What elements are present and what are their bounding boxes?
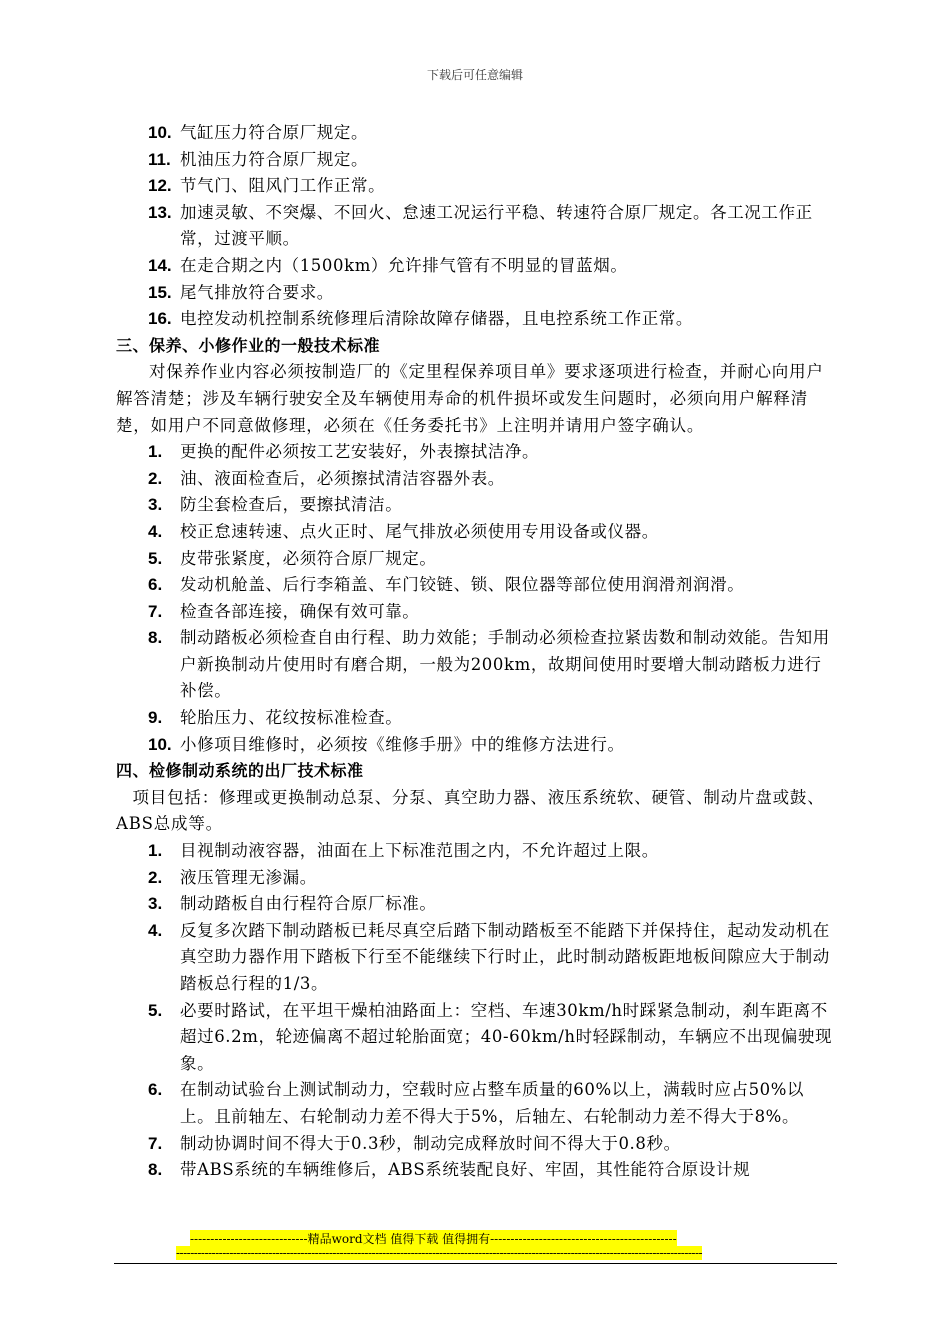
list-item-text: 尾气排放符合要求。	[180, 282, 334, 302]
section-4-intro: 项目包括：修理或更换制动总泵、分泵、真空助力器、液压系统软、硬管、制动片盘或鼓、ABS总成等。	[116, 787, 825, 834]
list-item	[116, 918, 838, 998]
list-item-text: 液压管理无渗漏。	[180, 867, 317, 887]
list-item	[116, 439, 838, 466]
list-item-text: 带ABS系统的车辆维修后，ABS系统装配良好、牢固，其性能符合原设计规	[180, 1160, 751, 1180]
list-item-text: 发动机舱盖、后行李箱盖、车门铰链、锁、限位器等部位使用润滑剂润滑。	[180, 575, 745, 595]
list-item-text: 节气门、阻风门工作正常。	[180, 176, 386, 196]
list-item	[116, 173, 838, 200]
list-item-text: 更换的配件必须按工艺安装好，外表擦拭洁净。	[180, 442, 540, 462]
list-brake-standards	[116, 838, 838, 1184]
list-item	[116, 200, 838, 253]
list-item-text: 必要时路试，在平坦干燥柏油路面上：空档、车速30km/h时踩紧急制动，刹车距离不超过6.2m，轮迹偏离不超过轮胎面宽；40-60km/h时轻踩制动，车辆应不出现偏驶现象。	[180, 1000, 833, 1073]
list-item-number: 2.	[148, 468, 163, 488]
list-item-number: 7.	[148, 1133, 163, 1153]
list-item-text: 气缸压力符合原厂规定。	[180, 123, 369, 142]
list-item-text: 校正怠速转速、点火正时、尾气排放必须使用专用设备或仪器。	[180, 521, 659, 541]
list-engine-standards	[116, 120, 838, 333]
list-item-number: 5.	[148, 1000, 163, 1020]
list-item-number: 1.	[148, 841, 163, 861]
list-item-text: 检查各部连接，确保有效可靠。	[180, 601, 420, 621]
list-item	[116, 891, 838, 918]
list-item-number: 4.	[148, 521, 163, 541]
list-item-number: 11.	[148, 149, 171, 169]
list-item-text: 机油压力符合原厂规定。	[180, 149, 369, 169]
list-item	[116, 865, 838, 892]
page-header-note: 下载后可任意编辑	[426, 68, 523, 82]
list-item	[116, 838, 838, 865]
list-item-number: 12.	[148, 176, 172, 196]
list-item-text: 制动协调时间不得大于0.3秒，制动完成释放时间不得大于0.8秒。	[180, 1133, 681, 1153]
list-item-number: 9.	[148, 708, 163, 728]
list-item-text: 在走合期之内（1500km）允许排气管有不明显的冒蓝烟。	[180, 255, 628, 275]
list-item	[116, 253, 838, 280]
list-item	[116, 998, 838, 1078]
list-item-text: 小修项目维修时，必须按《维修手册》中的维修方法进行。	[180, 734, 625, 754]
list-item-number: 8.	[148, 1160, 163, 1180]
list-item-number: 4.	[148, 920, 163, 940]
list-item-text: 反复多次踏下制动踏板已耗尽真空后踏下制动踏板至不能踏下并保持住，起动发动机在真空助力器作用下踏板下行至不能继续下行时止，此时制动踏板距地板间隙应大于制动踏板总行程的1/3。	[180, 920, 830, 993]
list-item-number: 6.	[148, 575, 163, 595]
list-item	[116, 732, 838, 759]
list-item-text: 制动踏板自由行程符合原厂标准。	[180, 894, 437, 914]
list-item-text: 油、液面检查后，必须擦拭清洁容器外表。	[180, 468, 505, 488]
list-item-text: 轮胎压力、花纹按标准检查。	[180, 708, 403, 728]
list-item-number: 10.	[148, 734, 172, 754]
footer-banner-line-2: ----------------------------------------------------------------------------------------------------------------------------------------------------	[176, 1246, 703, 1260]
list-item-number: 15.	[148, 282, 172, 302]
list-item-number: 1.	[148, 442, 163, 462]
list-item-text: 电控发动机控制系统修理后清除故障存储器，且电控系统工作正常。	[180, 309, 693, 329]
list-item	[116, 1077, 838, 1130]
list-item	[116, 492, 838, 519]
list-item-number: 10.	[148, 123, 172, 142]
list-item	[116, 466, 838, 493]
list-item-text: 加速灵敏、不突爆、不回火、怠速工况运行平稳、转速符合原厂规定。各工况工作正常，过渡平顺。	[180, 202, 813, 249]
list-item	[116, 1131, 838, 1158]
list-item	[116, 599, 838, 626]
list-item-number: 14.	[148, 255, 172, 275]
list-item-number: 2.	[148, 867, 163, 887]
list-item	[116, 705, 838, 732]
list-item-text: 在制动试验台上测试制动力，空载时应占整车质量的60%以上，满载时应占50%以上。且前轴左、右轮制动力差不得大于5%，后轴左、右轮制动力差不得大于8%。	[180, 1080, 805, 1126]
section-3-heading: 三、保养、小修作业的一般技术标准	[116, 335, 381, 355]
footer-banner-line-1: -----------------------------精品word文档 值得下载 值得拥有----------------------------------------------	[190, 1232, 677, 1246]
list-item	[116, 120, 838, 147]
list-item-number: 3.	[148, 894, 163, 914]
section-3-intro: 对保养作业内容必须按制造厂的《定里程保养项目单》要求逐项进行检查，并耐心向用户解答清楚；涉及车辆行驶安全及车辆使用寿命的机件损坏或发生问题时，必须向用户解释清楚，如用户不同意做修理，必须在《任务委托书》上注明并请用户签字确认。	[116, 362, 824, 435]
list-item	[116, 147, 838, 174]
document-body	[116, 120, 838, 1184]
list-item-number: 16.	[148, 309, 172, 329]
list-item-number: 7.	[148, 601, 163, 621]
list-item-text: 防尘套检查后，要擦拭清洁。	[180, 495, 403, 515]
list-item-number: 13.	[148, 202, 172, 222]
list-item	[116, 519, 838, 546]
list-maintenance-standards	[116, 439, 838, 758]
list-item	[116, 572, 838, 599]
list-item-text: 制动踏板必须检查自由行程、助力效能；手制动必须检查拉紧齿数和制动效能。告知用户新换制动片使用时有磨合期，一般为200km，故期间使用时要增大制动踏板力进行补偿。	[180, 628, 830, 701]
list-item	[116, 280, 838, 307]
list-item	[116, 546, 838, 573]
section-4-heading: 四、检修制动系统的出厂技术标准	[116, 761, 364, 781]
list-item	[116, 1157, 838, 1184]
list-item-text: 目视制动液容器，油面在上下标准范围之内，不允许超过上限。	[180, 841, 659, 861]
list-item-number: 8.	[148, 628, 163, 648]
list-item-number: 3.	[148, 495, 163, 515]
list-item	[116, 625, 838, 705]
list-item-text: 皮带张紧度，必须符合原厂规定。	[180, 548, 437, 568]
footer-divider	[114, 1263, 837, 1264]
list-item-number: 5.	[148, 548, 163, 568]
list-item-number: 6.	[148, 1080, 163, 1100]
list-item	[116, 306, 838, 333]
